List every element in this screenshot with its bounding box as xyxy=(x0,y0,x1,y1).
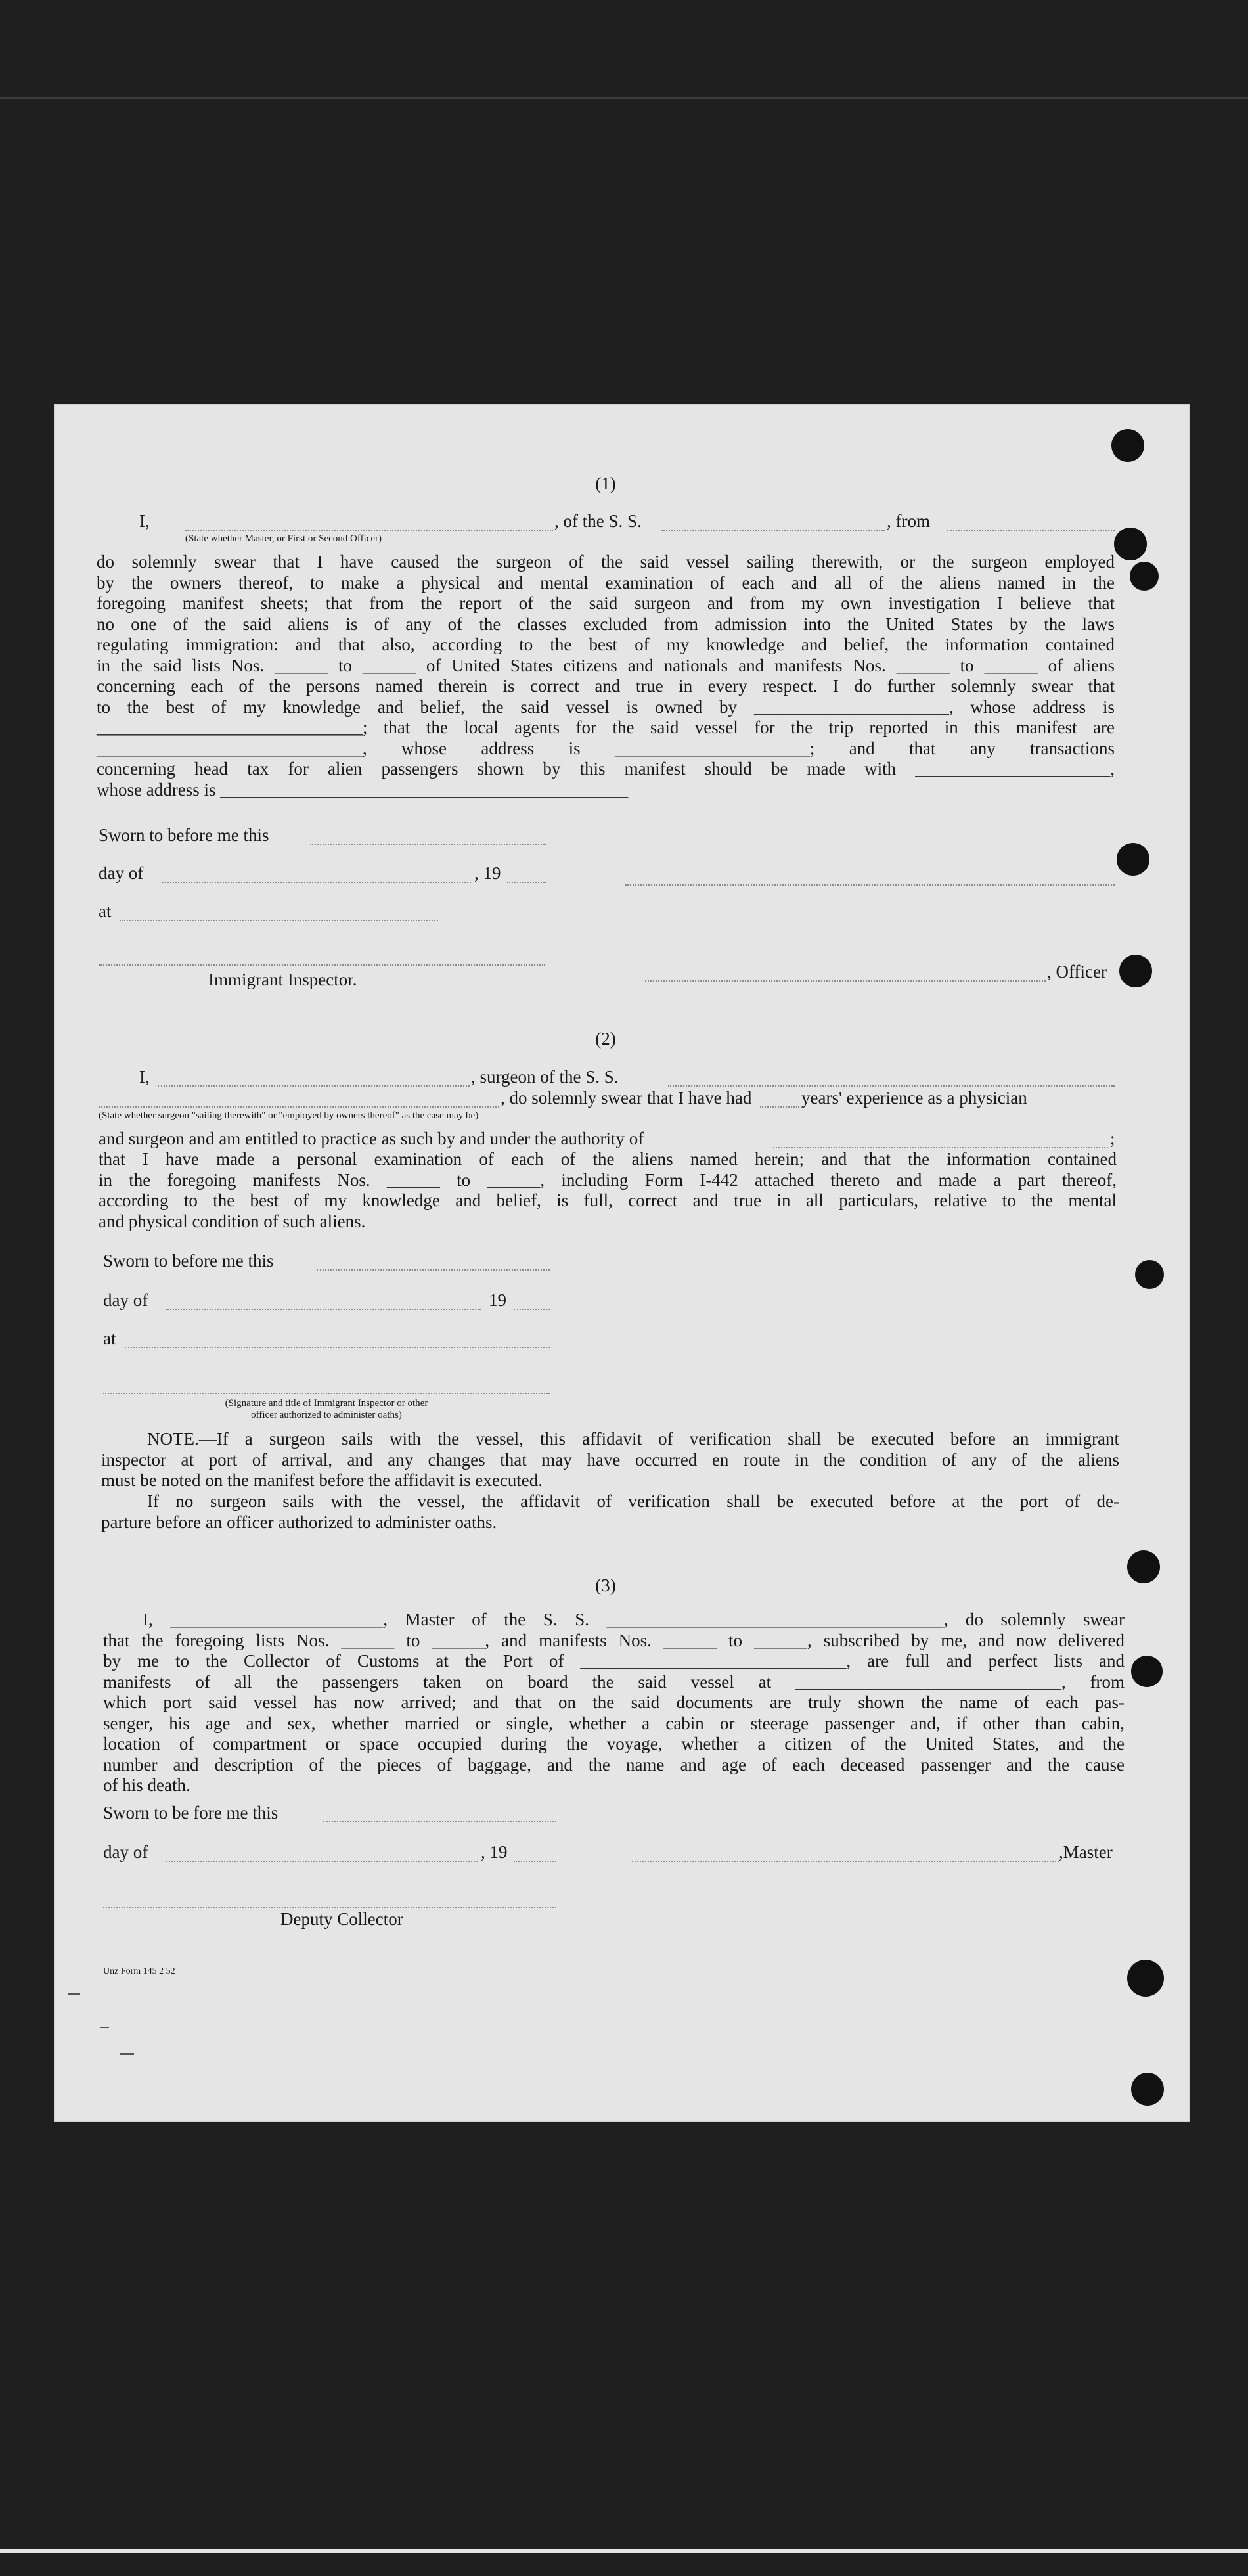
oath-line: according to the best of my knowledge and belief, is full, correct and true in all particulars, relative to the mental xyxy=(99,1190,1117,1210)
section-2-caption: (State whether surgeon "sailing therewith" or "employed by owners thereof" as the case may be) xyxy=(99,1110,479,1121)
punch-hole xyxy=(1127,1960,1164,1997)
oath-line: regulating immigration: and that also, according to the best of my knowledge and belief, the information contained xyxy=(97,635,1115,654)
inspector-signature-line xyxy=(103,1392,550,1394)
note-line: parture before an officer authorized to administer oaths. xyxy=(101,1512,497,1532)
signature-caption-2: officer authorized to administer oaths) xyxy=(251,1410,402,1420)
oath-line: to the best of my knowledge and belief, the said vessel is owned by ______________________, whose address is xyxy=(97,696,1115,717)
section-1-I: I, xyxy=(139,511,150,531)
note-line: NOTE.—If a surgeon sails with the vessel, this affidavit of verification shall be executed before an immigrant xyxy=(147,1429,1119,1449)
form-number: Unz Form 145 2 52 xyxy=(103,1966,175,1976)
day-blank xyxy=(166,1308,481,1310)
surgeon-name-blank xyxy=(158,1085,470,1087)
punch-hole xyxy=(1131,2073,1164,2106)
section-1-caption: (State whether Master, or First or Second Officer) xyxy=(185,533,382,544)
years-blank xyxy=(760,1106,799,1108)
officer-label: , Officer xyxy=(1047,962,1107,982)
oath-line: and physical condition of such aliens. xyxy=(99,1211,366,1231)
oath-line: no one of the said aliens is of any of the classes excluded from admission into the United States by the laws xyxy=(97,614,1115,634)
oath-line: number and description of the pieces of baggage, and the name and age of each deceased passenger and the cause xyxy=(103,1754,1125,1774)
section-3-sworn: Sworn to be fore me this xyxy=(103,1803,279,1822)
film-edge-bottom xyxy=(0,2549,1248,2553)
section-2-surgeon-of: , surgeon of the S. S. xyxy=(471,1067,619,1087)
inspector-signature-line xyxy=(99,964,545,966)
film-edge-top xyxy=(0,97,1248,99)
stray-mark xyxy=(68,1993,80,1995)
year-blank xyxy=(514,1308,550,1310)
punch-hole xyxy=(1114,528,1147,560)
section-1-year: , 19 xyxy=(474,863,501,883)
oath-line: ______________________________, whose address is ______________________; and that any transactions xyxy=(97,738,1115,758)
oath-line: that I have made a personal examination of each of the aliens named herein; and that the information contained xyxy=(99,1149,1117,1169)
master-signature-line xyxy=(632,1860,1059,1862)
section-1-sworn: Sworn to before me this xyxy=(99,825,269,845)
deputy-collector-label: Deputy Collector xyxy=(280,1909,403,1929)
punch-hole xyxy=(1127,1550,1160,1583)
note-line: inspector at port of arrival, and any changes that may have occurred en route in the condition of any of the aliens xyxy=(101,1449,1119,1470)
section-3-number: (3) xyxy=(595,1575,616,1595)
note-line: If no surgeon sails with the vessel, the affidavit of verification shall be executed before at the port of de- xyxy=(147,1491,1119,1511)
oath-line: that the foregoing lists Nos. ______ to ______, and manifests Nos. ______ to ______, subscribed by me, and now delivered xyxy=(103,1630,1125,1650)
sworn-date-blank xyxy=(317,1269,550,1271)
section-1-from: , from xyxy=(887,511,930,531)
day-blank xyxy=(166,1860,478,1862)
section-1-day-of: day of xyxy=(99,863,144,883)
section-2-year: 19 xyxy=(489,1290,506,1310)
section-2-I: I, xyxy=(139,1067,150,1087)
vessel-name-blank xyxy=(661,529,885,531)
oath-line: senger, his age and sex, whether married or single, whether a cabin or steerage passenger and, if other than cabin, xyxy=(103,1713,1125,1733)
section-2-authority: and surgeon and am entitled to practice as such by and under the authority of xyxy=(99,1129,644,1148)
punch-hole xyxy=(1135,1260,1164,1289)
section-1-of-ss: , of the S. S. xyxy=(554,511,642,531)
section-1-number: (1) xyxy=(595,474,616,493)
punch-hole xyxy=(1130,562,1159,591)
stray-mark xyxy=(100,2027,109,2028)
year-blank xyxy=(507,881,546,883)
section-2-note-2 xyxy=(101,1491,1119,1533)
section-2-years: years' experience as a physician xyxy=(801,1088,1027,1108)
punch-hole xyxy=(1117,843,1149,876)
sworn-date-blank xyxy=(310,843,546,845)
punch-hole xyxy=(1119,955,1152,987)
oath-line: which port said vessel has now arrived; and that on the said documents are truly shown the name of each pas- xyxy=(103,1692,1125,1712)
section-2-note xyxy=(101,1429,1119,1491)
place-blank xyxy=(125,1346,550,1348)
deputy-signature-line xyxy=(103,1906,556,1908)
section-2-number: (2) xyxy=(595,1029,616,1049)
oath-line: whose address is ______________________________________________ xyxy=(97,779,629,800)
master-label: ,Master xyxy=(1059,1842,1113,1862)
departure-port-blank xyxy=(947,529,1115,531)
oath-line: concerning head tax for alien passengers shown by this manifest should be made with ______________________, xyxy=(97,759,1115,779)
authority-blank xyxy=(773,1146,1108,1148)
section-2-sworn: Sworn to before me this xyxy=(103,1251,274,1271)
section-2-day-of: day of xyxy=(103,1290,148,1310)
oath-line: in the said lists Nos. ______ to ______ of United States citizens and nationals and manifests Nos. ______ to ______ of aliens xyxy=(97,655,1115,675)
oath-line: in the foregoing manifests Nos. ______ to ______, including Form I-442 attached thereto and made a part thereof, xyxy=(99,1169,1117,1190)
officer-signature-line xyxy=(625,884,1115,886)
manifest-affidavit-page xyxy=(54,404,1190,2122)
section-1-oath-text xyxy=(97,552,1115,800)
oath-line: manifests of all the passengers taken on board the said vessel at ______________________________, from xyxy=(103,1671,1125,1692)
place-blank xyxy=(120,919,438,921)
section-2-semicolon: ; xyxy=(1110,1129,1115,1148)
signature-caption-1: (Signature and title of Immigrant Inspector or other xyxy=(225,1398,428,1409)
section-3-year: , 19 xyxy=(481,1842,508,1862)
note-line: must be noted on the manifest before the affidavit is executed. xyxy=(101,1470,543,1490)
stray-mark xyxy=(120,2053,134,2055)
oath-line: by the owners thereof, to make a physical and mental examination of each and all of the aliens named in the xyxy=(97,572,1115,593)
oath-line: location of compartment or space occupied during the voyage, whether a citizen of the United States, and the xyxy=(103,1734,1125,1753)
oath-line: foregoing manifest sheets; that from the report of the said surgeon and from my own investigation I believe that xyxy=(97,593,1115,613)
oath-line: of his death. xyxy=(103,1775,190,1795)
oath-line: concerning each of the persons named therein is correct and true in every respect. I do further solemnly swear that xyxy=(97,676,1115,696)
section-2-at: at xyxy=(103,1328,116,1348)
oath-line: ______________________________; that the local agents for the said vessel for the trip reported in this manifest are xyxy=(97,717,1115,737)
surgeon-status-blank xyxy=(99,1106,499,1108)
oath-line: I, ________________________, Master of the S. S. ______________________________________, do solemnly swear xyxy=(143,1610,1125,1629)
oath-line: by me to the Collector of Customs at the Port of ______________________________, are full and perfect lists and xyxy=(103,1651,1125,1671)
section-2-oath-text xyxy=(99,1149,1117,1232)
immigrant-inspector-label: Immigrant Inspector. xyxy=(208,970,357,989)
punch-hole xyxy=(1111,429,1144,462)
section-2-swear: , do solemnly swear that I have had xyxy=(501,1088,752,1108)
ss-name-blank xyxy=(668,1085,1115,1087)
year-blank xyxy=(514,1860,556,1862)
punch-hole xyxy=(1131,1656,1163,1687)
section-3-day-of: day of xyxy=(103,1842,148,1862)
sworn-date-blank xyxy=(323,1820,556,1822)
section-3-oath-text xyxy=(103,1610,1125,1796)
section-1-at: at xyxy=(99,901,112,921)
day-blank xyxy=(162,881,471,883)
officer-rank-blank xyxy=(185,529,553,531)
oath-line: do solemnly swear that I have caused the surgeon of the said vessel sailing therewith, or the surgeon employed xyxy=(97,552,1115,572)
officer-name-line xyxy=(645,980,1046,982)
